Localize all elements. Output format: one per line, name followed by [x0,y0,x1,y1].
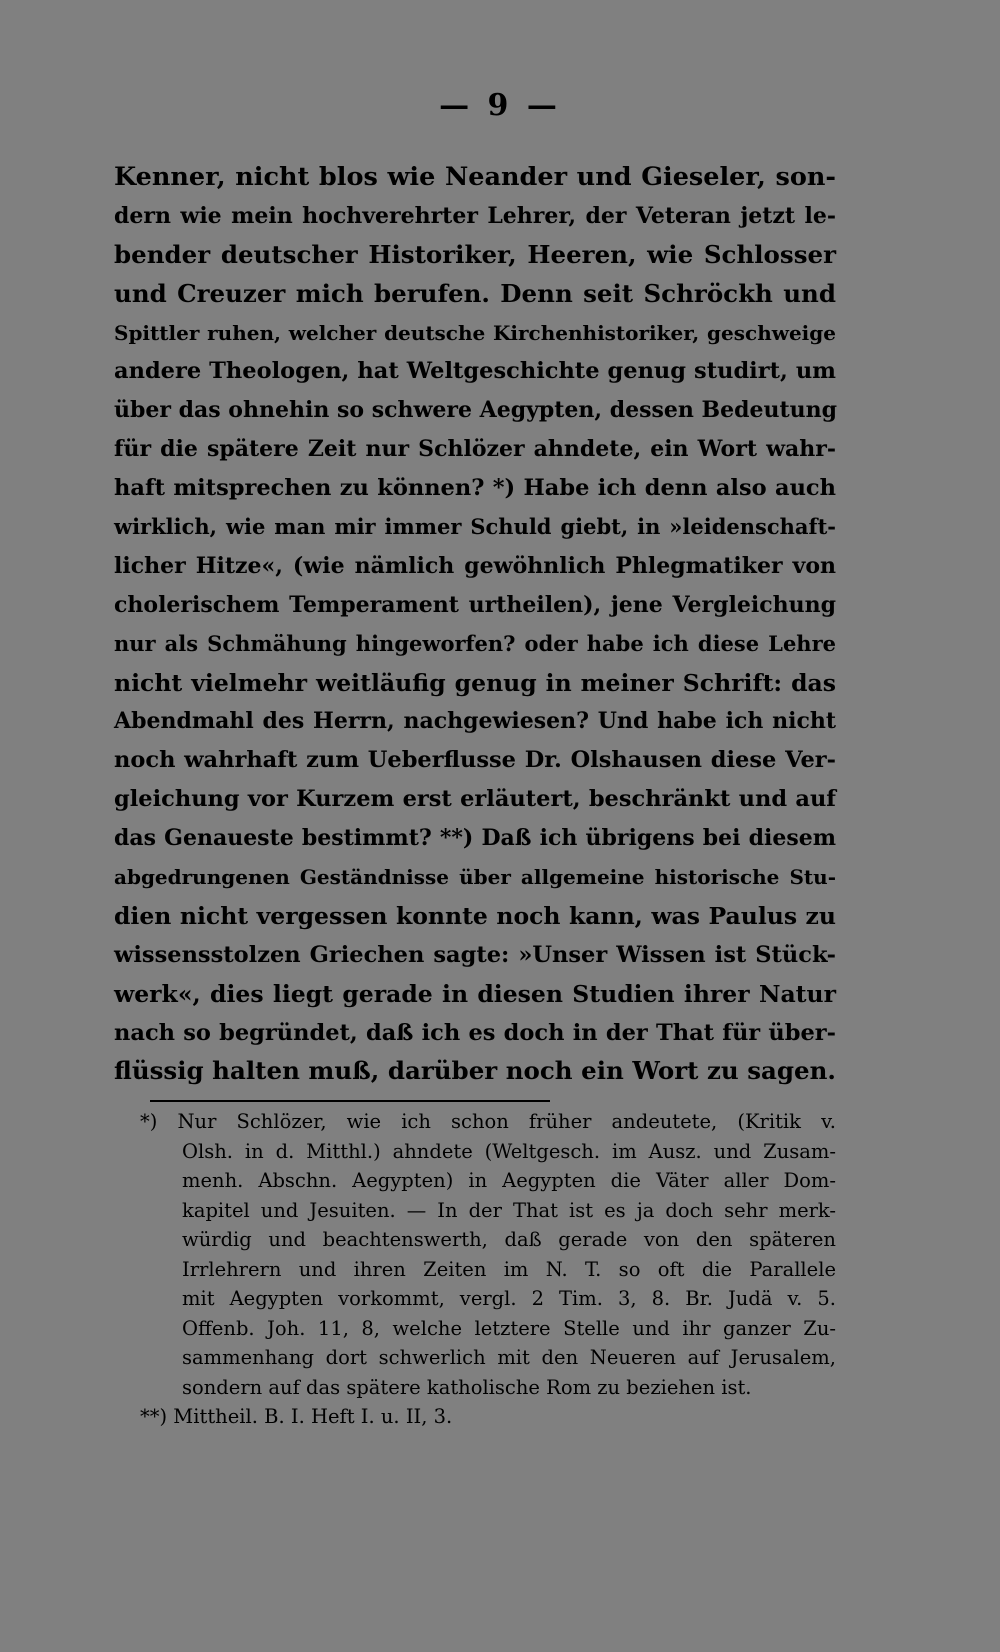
footnote-line: Offenb. Joh. 11, 8, welche letztere Stelle und ihr ganzer Zu- [182,1316,836,1340]
footnotes [140,1107,836,1432]
text-line: andere Theologen, hat Weltgeschichte genug studirt, um [114,358,836,385]
footnote-line: mit Aegypten vorkommt, vergl. 2 Tim. 3, 8. Br. Judä v. 5. [182,1287,836,1310]
text-line: und Creuzer mich berufen. Denn seit Schröckh und [114,278,836,308]
page-number: — 9 — [439,88,561,123]
main-text [114,158,836,1091]
footnote-line: **) Mittheil. B. I. Heft I. u. II, 3. [140,1405,453,1428]
text-line: wirklich, wie man mir immer Schuld giebt, in »leidenschaft- [114,514,836,540]
footnote-line: *) Nur Schlözer, wie ich schon früher andeutete, (Kritik v. [140,1110,836,1133]
text-line: für die spätere Zeit nur Schlözer ahndete, ein Wort wahr- [114,436,836,463]
text-line: Kenner, nicht blos wie Neander und Gieseler, son- [114,162,836,192]
text-line: nur als Schmähung hingeworfen? oder habe ich diese Lehre [114,630,836,656]
text-line: nicht vielmehr weitläufig genug in meiner Schrift: das [114,668,836,697]
text-line: dern wie mein hochverehrter Lehrer, der Veteran jetzt le- [114,202,836,229]
text-line: haft mitsprechen zu können? *) Habe ich denn also auch [114,475,836,502]
text-line: Abendmahl des Herrn, nachgewiesen? Und habe ich nicht [114,708,836,735]
footnote-line: sammenhang dort schwerlich mit den Neueren auf Jerusalem, [182,1346,836,1369]
text-line: licher Hitze«, (wie nämlich gewöhnlich Phlegmatiker von [114,552,836,579]
footnote-line: Irrlehrern und ihren Zeiten im N. T. so oft die Parallele [182,1257,836,1281]
footnote-line: Olsh. in d. Mitthl.) ahndete (Weltgesch. im Ausz. und Zusam- [182,1139,836,1163]
text-line: das Genaueste bestimmt? **) Daß ich übrigens bei diesem [114,825,836,852]
footnote-line: menh. Abschn. Aegypten) in Aegypten die Väter aller Dom- [182,1169,836,1192]
text-line: gleichung vor Kurzem erst erläutert, beschränkt und auf [114,786,836,813]
text-line: Spittler ruhen, welcher deutsche Kirchenhistoriker, geschweige [114,320,836,345]
footnote-line: sondern auf das spätere katholische Rom zu beziehen ist. [182,1375,752,1399]
footnote-line: kapitel und Jesuiten. — In der That ist es ja doch sehr merk- [182,1198,836,1222]
text-line: nach so begründet, daß ich es doch in der That für über- [114,1019,836,1046]
text-line: noch wahrhaft zum Ueberflusse Dr. Olshausen diese Ver- [114,747,836,774]
text-line: flüssig halten muß, darüber noch ein Wort zu sagen. [114,1056,836,1086]
text-line: über das ohnehin so schwere Aegypten, dessen Bedeutung [114,397,838,424]
text-line: abgedrungenen Geständnisse über allgemeine historische Stu- [114,865,836,890]
footnote-separator [150,1100,550,1102]
text-line: cholerischem Temperament urtheilen), jene Vergleichung [114,591,836,618]
text-line: dien nicht vergessen konnte noch kann, was Paulus zu [114,901,836,930]
text-line: bender deutscher Historiker, Heeren, wie Schlosser [114,239,836,269]
text-line: wissensstolzen Griechen sagte: »Unser Wissen ist Stück- [114,941,836,968]
footnote-line: würdig und beachtenswerth, daß gerade von den späteren [182,1228,836,1251]
text-line: werk«, dies liegt gerade in diesen Studien ihrer Natur [114,979,836,1008]
